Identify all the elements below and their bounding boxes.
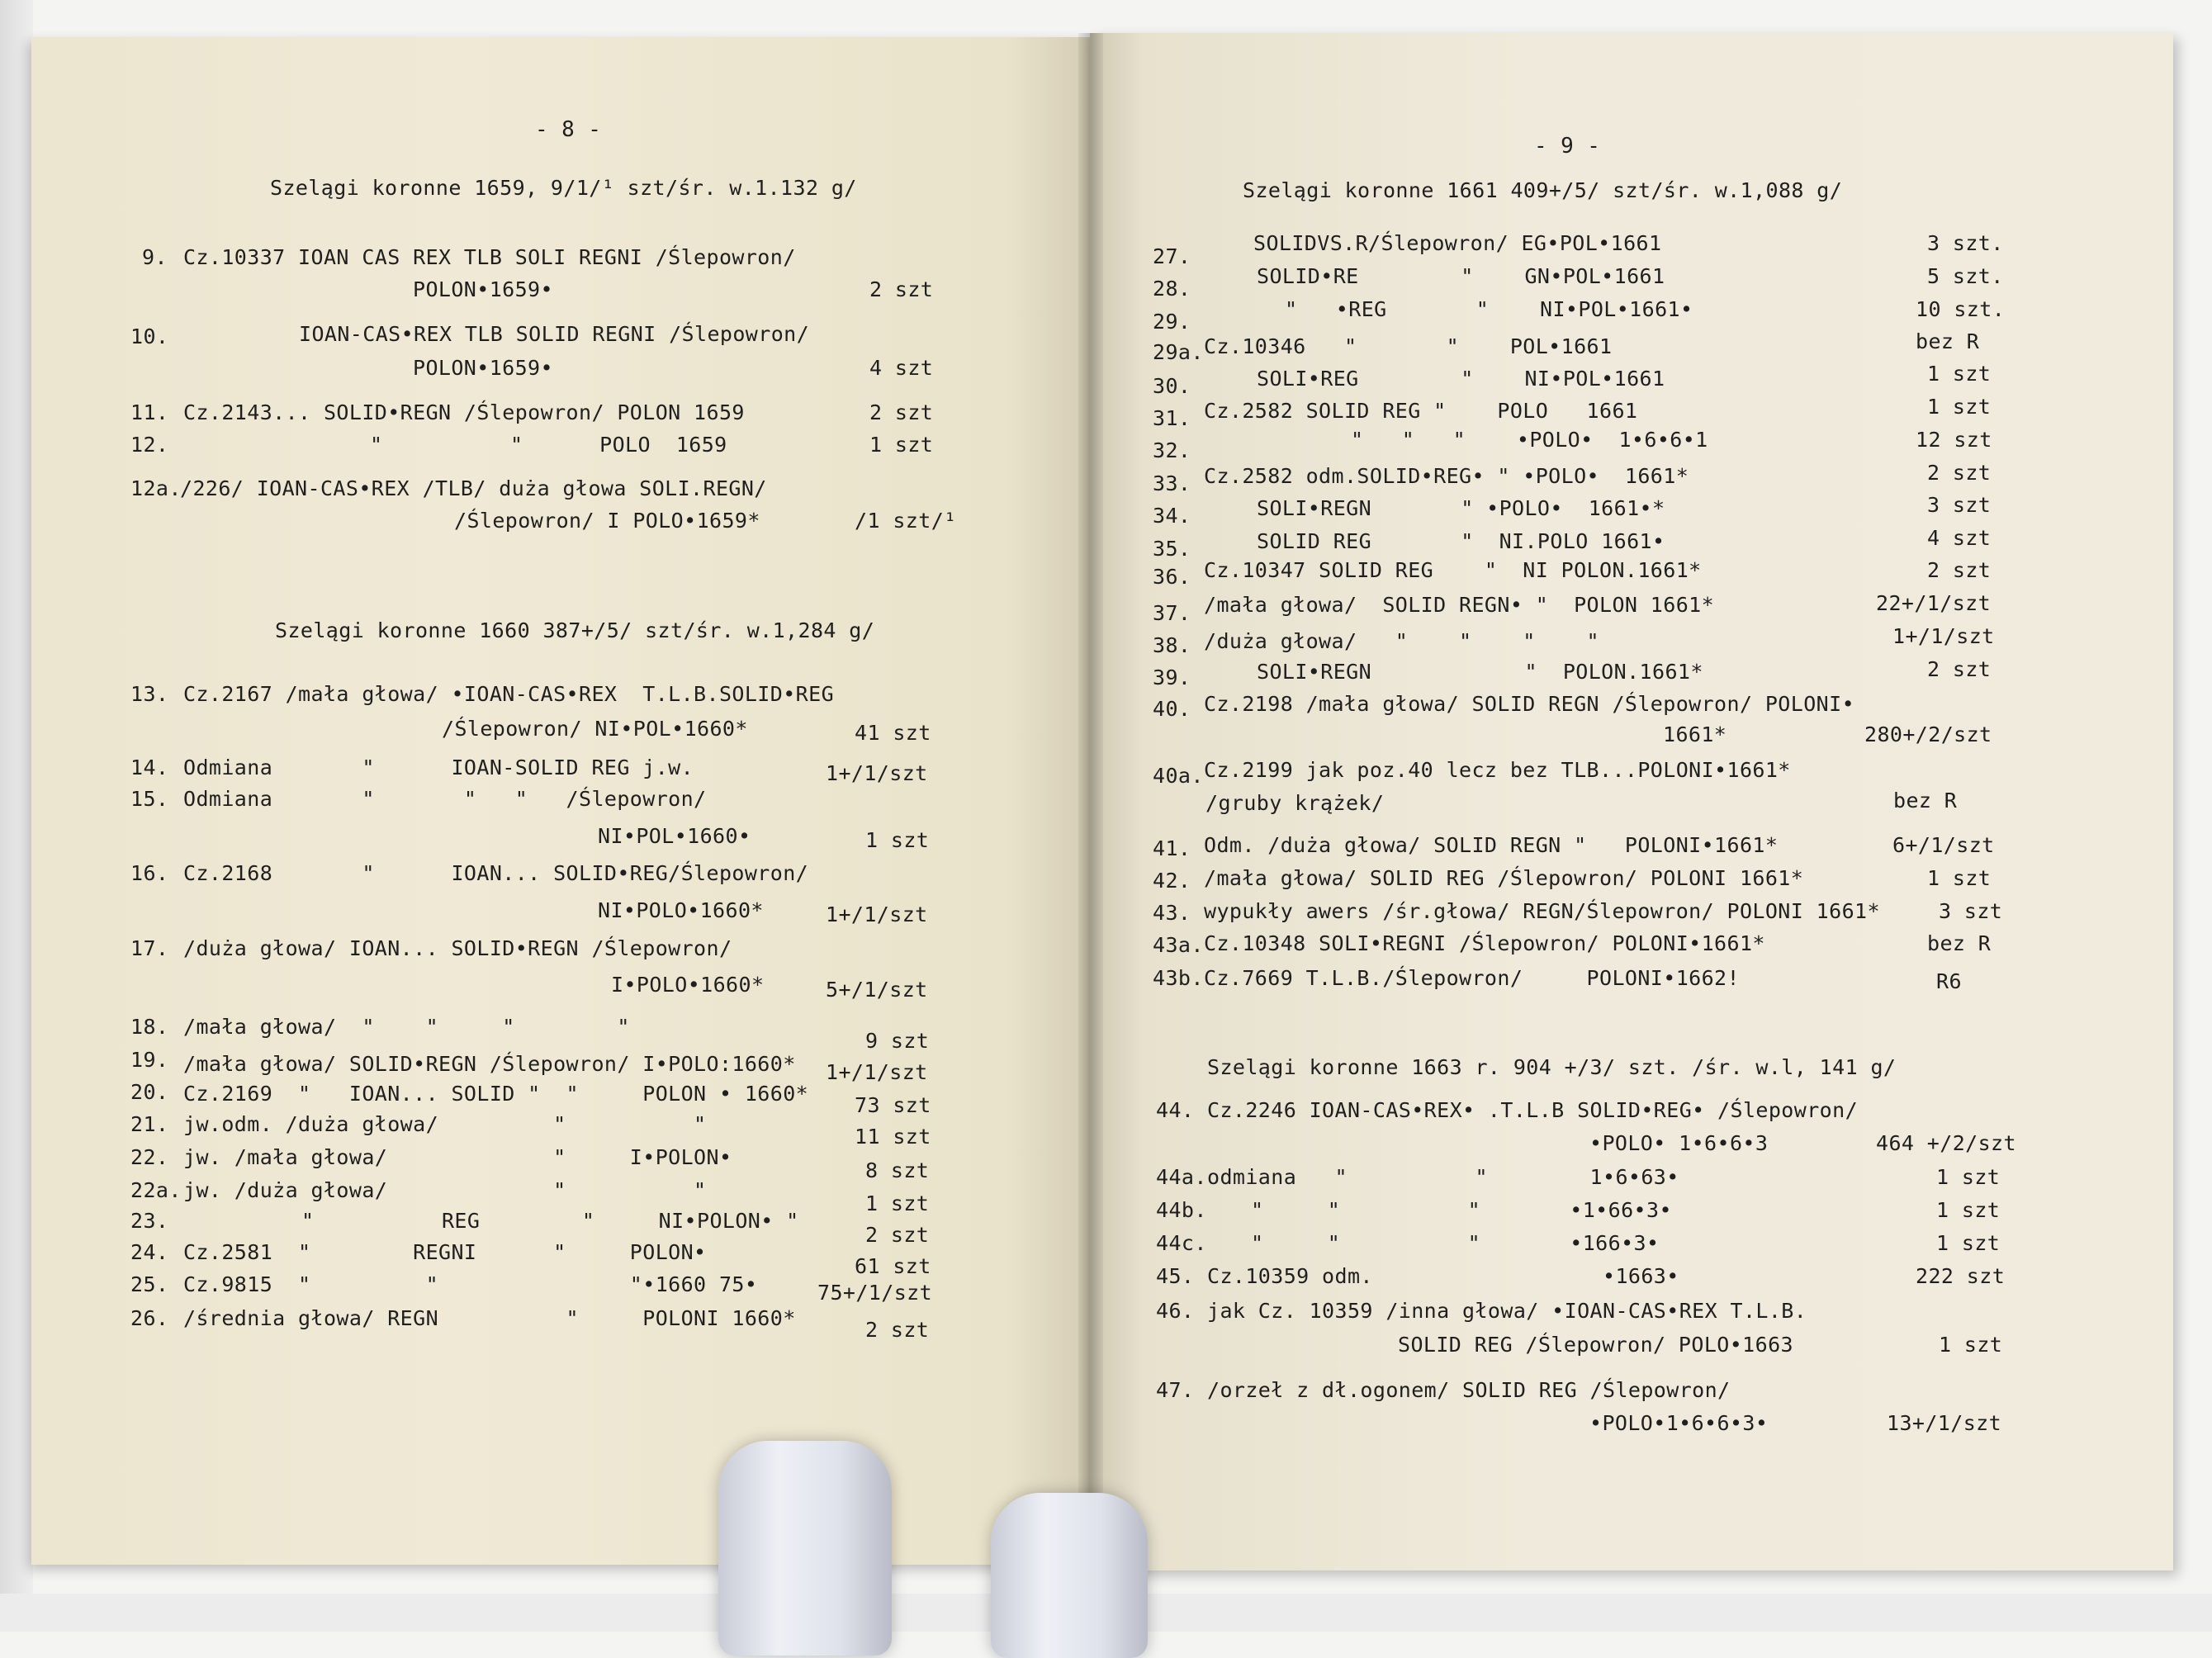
entry-qty: 4 szt bbox=[1927, 526, 1992, 550]
entry-number: 29a. bbox=[1153, 340, 1204, 364]
section-heading-1660: Szelągi koronne 1660 387+/5/ szt/śr. w.1,284 g/ bbox=[275, 618, 875, 642]
entry-text: SOLI•REGN " POLON.1661* bbox=[1257, 660, 1703, 684]
entry-text: Cz.10346 " " POL•1661 bbox=[1204, 334, 1613, 358]
entry-text: " " " •1•66•3• bbox=[1251, 1198, 1672, 1222]
entry-qty: 1 szt bbox=[1936, 1165, 2001, 1189]
entry-text: /gruby krążek/ bbox=[1205, 791, 1385, 815]
entry-qty: 1 szt bbox=[1939, 1333, 2003, 1357]
section-heading-1661: Szelągi koronne 1661 409+/5/ szt/śr. w.1,088 g/ bbox=[1243, 178, 1843, 202]
entry-text: Cz.2143... SOLID•REGN /Ślepowron/ POLON 1659 bbox=[183, 400, 745, 424]
entry-text: jw. /duża głowa/ " " bbox=[183, 1178, 707, 1202]
entry-qty: 1 szt bbox=[865, 1191, 930, 1215]
entry-text: /mała głowa/ SOLID•REGN /Ślepowron/ I•POLO:1660* bbox=[183, 1052, 796, 1076]
entry-qty: 1 szt bbox=[865, 828, 930, 852]
entry-text: " " POLO 1659 bbox=[370, 433, 727, 457]
entry-text: Cz.2198 /mała głowa/ SOLID REGN /Ślepowron/ POLONI• bbox=[1204, 692, 1855, 716]
entry-text: Cz.7669 T.L.B./Ślepowron/ POLONI•1662! bbox=[1204, 966, 1740, 990]
entry-text: Cz.2246 IOAN-CAS•REX• .T.L.B SOLID•REG• /Ślepowron/ bbox=[1207, 1098, 1859, 1122]
entry-number: 39. bbox=[1153, 666, 1191, 689]
entry-number: 34. bbox=[1153, 504, 1191, 528]
entry-text: /orzeł z dł.ogonem/ SOLID REG /Ślepowron/ bbox=[1207, 1378, 1731, 1402]
entry-qty: /1 szt/¹ bbox=[855, 509, 957, 533]
entry-number: 33. bbox=[1153, 471, 1191, 495]
entry-qty: 12 szt bbox=[1916, 428, 1992, 452]
entry-number: 44c. bbox=[1156, 1231, 1207, 1255]
entry-number: 21. bbox=[130, 1112, 169, 1136]
entry-number: 11. bbox=[130, 400, 169, 424]
entry-qty: 6+/1/szt bbox=[1892, 833, 1995, 857]
entry-qty: 9 szt bbox=[865, 1029, 930, 1053]
entry-qty: R6 bbox=[1936, 969, 1962, 993]
entry-number: 28. bbox=[1153, 277, 1191, 301]
entry-text: Cz.2167 /mała głowa/ •IOAN-CAS•REX T.L.B.SOLID•REG bbox=[183, 682, 835, 706]
entry-number: 40a. bbox=[1153, 764, 1204, 788]
entry-qty: 1+/1/szt bbox=[826, 1060, 928, 1084]
entry-text: NI•POLO•1660* bbox=[598, 898, 764, 922]
entry-number: 17. bbox=[130, 936, 169, 960]
entry-number: 43. bbox=[1153, 901, 1191, 925]
entry-number: 35. bbox=[1153, 537, 1191, 561]
entry-qty: 22+/1/szt bbox=[1876, 591, 1992, 615]
entry-qty: 464 +/2/szt bbox=[1876, 1131, 2016, 1155]
entry-text: 1661* bbox=[1663, 722, 1727, 746]
entry-number: 43b. bbox=[1153, 966, 1204, 990]
entry-qty: 222 szt bbox=[1916, 1264, 2006, 1288]
entry-text: Cz.10337 IOAN CAS REX TLB SOLI REGNI /Ślepowron/ bbox=[183, 245, 796, 269]
entry-number: 10. bbox=[130, 324, 169, 348]
section-heading-1659: Szelągi koronne 1659, 9/1/¹ szt/śr. w.1.132 g/ bbox=[270, 176, 857, 200]
entry-text: Cz.2199 jak poz.40 lecz bez TLB...POLONI•1661* bbox=[1204, 758, 1791, 782]
entry-number: 25. bbox=[130, 1272, 169, 1296]
entry-qty: 2 szt bbox=[869, 400, 934, 424]
entry-number: 37. bbox=[1153, 601, 1191, 625]
entry-number: 20. bbox=[130, 1080, 169, 1104]
entry-text: SOLIDVS.R/Ślepowron/ EG•POL•1661 bbox=[1253, 231, 1662, 255]
entry-text: /mała głowa/ SOLID REG /Ślepowron/ POLONI 1661* bbox=[1204, 866, 1804, 890]
entry-number: 31. bbox=[1153, 406, 1191, 430]
entry-text: /Ślepowron/ NI•POL•1660* bbox=[442, 717, 748, 741]
entry-number: 22a. bbox=[130, 1178, 182, 1202]
entry-qty: 2 szt bbox=[865, 1318, 930, 1342]
entry-text: /Ślepowron/ I POLO•1659* bbox=[454, 509, 760, 533]
entry-qty: 13+/1/szt bbox=[1887, 1411, 2002, 1435]
section-heading-1663: Szelągi koronne 1663 r. 904 +/3/ szt. /śr. w.l, 141 g/ bbox=[1207, 1055, 1897, 1079]
entry-text: " " " •POLO• 1•6•6•1 bbox=[1351, 428, 1708, 452]
entry-number: 38. bbox=[1153, 633, 1191, 657]
entry-qty: 1+/1/szt bbox=[826, 761, 928, 785]
entry-number: 12. bbox=[130, 433, 169, 457]
entry-qty: 2 szt bbox=[1927, 558, 1992, 582]
entry-qty: 3 szt. bbox=[1927, 231, 2004, 255]
entry-qty: 11 szt bbox=[855, 1125, 931, 1149]
entry-text: Odm. /duża głowa/ SOLID REGN " POLONI•1661* bbox=[1204, 833, 1779, 857]
entry-qty: 5+/1/szt bbox=[826, 978, 928, 1002]
entry-qty: 280+/2/szt bbox=[1864, 722, 1992, 746]
entry-text: /mała głowa/ SOLID REGN• " POLON 1661* bbox=[1204, 593, 1715, 617]
entry-text: Cz.10348 SOLI•REGNI /Ślepowron/ POLONI•1661* bbox=[1204, 931, 1765, 955]
entry-text: Cz.2168 " IOAN... SOLID•REG/Ślepowron/ bbox=[183, 861, 809, 885]
entry-number: 47. bbox=[1156, 1378, 1195, 1402]
table-surface-left bbox=[0, 0, 33, 1632]
entry-text: •POLO•1•6•6•3• bbox=[1589, 1411, 1769, 1435]
entry-qty: 1 szt bbox=[1936, 1198, 2001, 1222]
entry-qty: 5 szt. bbox=[1927, 264, 2004, 288]
page-number-left: - 8 - bbox=[535, 117, 602, 142]
entry-text: SOLI•REGN " •POLO• 1661•* bbox=[1257, 496, 1665, 520]
entry-qty: 1+/1/szt bbox=[1892, 624, 1995, 648]
entry-text: jw. /mała głowa/ " I•POLON• bbox=[183, 1145, 732, 1169]
entry-text: SOLI•REG " NI•POL•1661 bbox=[1257, 367, 1665, 391]
entry-number: 16. bbox=[130, 861, 169, 885]
book-gutter bbox=[1078, 33, 1103, 1570]
entry-qty: 73 szt bbox=[855, 1093, 931, 1117]
entry-text: Cz.2582 SOLID REG " POLO 1661 bbox=[1204, 399, 1638, 423]
entry-qty: 3 szt bbox=[1927, 493, 1992, 517]
entry-text: •POLO• 1•6•6•3 bbox=[1589, 1131, 1769, 1155]
entry-text: wypukły awers /śr.głowa/ REGN/Ślepowron/ POLONI 1661* bbox=[1204, 899, 1880, 923]
entry-text: I•POLO•1660* bbox=[611, 973, 765, 997]
entry-text: POLON•1659• bbox=[413, 277, 553, 301]
entry-qty: 4 szt bbox=[869, 356, 934, 380]
entry-qty: 3 szt bbox=[1939, 899, 2003, 923]
entry-text: Cz.2169 " IOAN... SOLID " " POLON • 1660* bbox=[183, 1082, 809, 1106]
entry-number: 29. bbox=[1153, 310, 1191, 334]
entry-number: 23. bbox=[130, 1209, 169, 1233]
entry-text: IOAN-CAS•REX TLB SOLID REGNI /Ślepowron/ bbox=[299, 322, 810, 346]
gloved-thumb-left bbox=[718, 1441, 892, 1656]
entry-qty: bez R bbox=[1927, 931, 1992, 955]
entry-number: 44b. bbox=[1156, 1198, 1207, 1222]
entry-text: /duża głowa/ IOAN... SOLID•REGN /Ślepowron/ bbox=[183, 936, 732, 960]
entry-qty: 2 szt bbox=[1927, 657, 1992, 681]
entry-qty: bez R bbox=[1893, 789, 1958, 812]
page-number-right: - 9 - bbox=[1534, 134, 1601, 159]
entry-text: NI•POL•1660• bbox=[598, 824, 751, 848]
entry-number: 22. bbox=[130, 1145, 169, 1169]
entry-text: Cz.10359 odm. •1663• bbox=[1207, 1264, 1679, 1288]
entry-qty: 1 szt bbox=[1936, 1231, 2001, 1255]
entry-qty: 61 szt bbox=[855, 1254, 931, 1278]
entry-number: 41. bbox=[1153, 836, 1191, 860]
entry-number: 44a. bbox=[1156, 1165, 1207, 1189]
entry-number: 19. bbox=[130, 1048, 169, 1072]
entry-number: 36. bbox=[1153, 565, 1191, 589]
entry-qty: 10 szt. bbox=[1916, 297, 2006, 321]
entry-number: 26. bbox=[130, 1306, 169, 1330]
entry-number: 18. bbox=[130, 1015, 169, 1039]
entry-text: jw.odm. /duża głowa/ " " bbox=[183, 1112, 707, 1136]
entry-number: 43a. bbox=[1153, 933, 1204, 957]
entry-number: 42. bbox=[1153, 869, 1191, 893]
gloved-thumb-right bbox=[991, 1493, 1148, 1658]
entry-text: Odmiana " IOAN-SOLID REG j.w. bbox=[183, 756, 694, 779]
entry-number: 24. bbox=[130, 1240, 169, 1264]
entry-text: /226/ IOAN-CAS•REX /TLB/ duża głowa SOLI.REGN/ bbox=[180, 476, 767, 500]
entry-number: 44. bbox=[1156, 1098, 1195, 1122]
entry-number: 46. bbox=[1156, 1299, 1195, 1323]
entry-text: odmiana " " 1•6•63• bbox=[1207, 1165, 1679, 1189]
entry-number: 32. bbox=[1153, 438, 1191, 462]
entry-text: /duża głowa/ " " " " bbox=[1204, 629, 1599, 653]
entry-number: 12a. bbox=[130, 476, 182, 500]
entry-text: SOLID REG /Ślepowron/ POLO•1663 bbox=[1398, 1333, 1793, 1357]
entry-text: SOLID REG " NI.POLO 1661• bbox=[1257, 529, 1665, 553]
entry-qty: 2 szt bbox=[869, 277, 934, 301]
entry-qty: 1 szt bbox=[1927, 362, 1992, 386]
entry-text: /mała głowa/ " " " " bbox=[183, 1015, 630, 1039]
entry-number: 14. bbox=[130, 756, 169, 779]
entry-number: 30. bbox=[1153, 374, 1191, 398]
entry-text: " •REG " NI•POL•1661• bbox=[1285, 297, 1693, 321]
entry-qty: 2 szt bbox=[1927, 461, 1992, 485]
entry-text: " " " •166•3• bbox=[1251, 1231, 1660, 1255]
entry-text: /średnia głowa/ REGN " POLONI 1660* bbox=[183, 1306, 796, 1330]
entry-text: POLON•1659• bbox=[413, 356, 553, 380]
entry-text: Cz.9815 " " "•1660 75• bbox=[183, 1272, 758, 1296]
entry-qty: 1 szt bbox=[869, 433, 934, 457]
entry-qty: 2 szt bbox=[865, 1223, 930, 1247]
entry-qty: 1+/1/szt bbox=[826, 902, 928, 926]
entry-number: 13. bbox=[130, 682, 169, 706]
entry-text: Cz.2581 " REGNI " POLON• bbox=[183, 1240, 707, 1264]
entry-text: Cz.2582 odm.SOLID•REG• " •POLO• 1661* bbox=[1204, 464, 1689, 488]
entry-text: jak Cz. 10359 /inna głowa/ •IOAN-CAS•REX T.L.B. bbox=[1207, 1299, 1807, 1323]
entry-number: 40. bbox=[1153, 697, 1191, 721]
entry-qty: bez R bbox=[1916, 329, 1980, 353]
entry-qty: 75+/1/szt bbox=[817, 1281, 933, 1305]
entry-number: 15. bbox=[130, 787, 169, 811]
entry-qty: 8 szt bbox=[865, 1158, 930, 1182]
entry-text: " REG " NI•POLON• " bbox=[301, 1209, 799, 1233]
entry-text: SOLID•RE " GN•POL•1661 bbox=[1257, 264, 1665, 288]
entry-number: 27. bbox=[1153, 244, 1191, 268]
entry-qty: 1 szt bbox=[1927, 395, 1992, 419]
entry-text: Cz.10347 SOLID REG " NI POLON.1661* bbox=[1204, 558, 1702, 582]
entry-text: Odmiana " " " /Ślepowron/ bbox=[183, 787, 707, 811]
entry-qty: 1 szt bbox=[1927, 866, 1992, 890]
entry-qty: 41 szt bbox=[855, 721, 931, 745]
entry-number: 9. bbox=[142, 245, 168, 269]
entry-number: 45. bbox=[1156, 1264, 1195, 1288]
